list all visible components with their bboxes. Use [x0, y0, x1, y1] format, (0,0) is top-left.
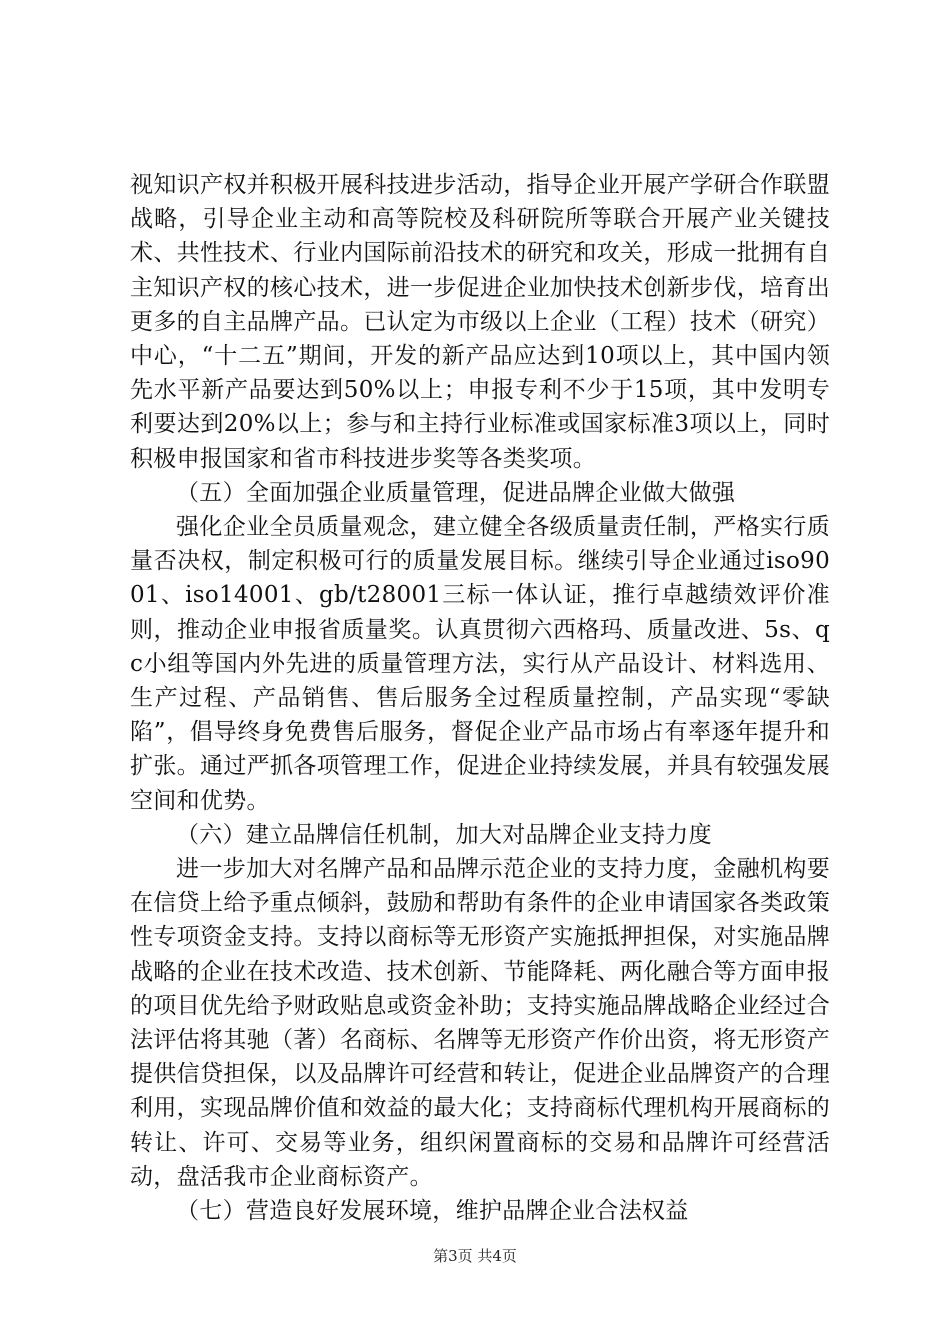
heading-quality-management: （五）全面加强企业质量管理，促进品牌企业做大做强: [176, 479, 736, 506]
paragraph-tech-innovation: 视知识产权并积极开展科技进步活动，指导企业开展产学研合作联盟战略，引导企业主动和高等院校及科研院所等联合开展产业关键技术、共性技术、行业内国际前沿技术的研究和攻关，形成一批拥有自主知识产权的核心技术，进一步促进企业加快技术创新步伐，培育出更多的自主品牌产品。已认定为市级以上企业（工程）技术（研究）中心，“十二五”期间，开发的新产品应达到10项以上，其中国内领先水平新产品要达到50%以上；申报专利不少于15项，其中发明专利要达到20%以上；参与和主持行业标准或国家标准3项以上，同时积极申报国家和省市科技进步奖等各类奖项。: [130, 172, 830, 472]
paragraph-quality-management: 强化企业全员质量观念，建立健全各级质量责任制，严格实行质量否决权，制定积极可行的质量发展目标。继续引导企业通过iso9001、iso14001、gb/t28001三标一体认证，推行卓越绩效评价准则，推动企业申报省质量奖。认真贯彻六西格玛、质量改进、5s、qc小组等国内外先进的质量管理方法，实行从产品设计、材料选用、生产过程、产品销售、售后服务全过程质量控制，产品实现“零缺陷”，倡导终身免费售后服务，督促企业产品市场占有率逐年提升和扩张。通过严抓各项管理工作，促进企业持续发展，并具有较强发展空间和优势。: [130, 514, 830, 814]
document-body: [130, 168, 830, 1228]
heading-brand-trust: （六）建立品牌信任机制，加大对品牌企业支持力度: [176, 821, 712, 848]
paragraph-brand-support: 进一步加大对名牌产品和品牌示范企业的支持力度，金融机构要在信贷上给予重点倾斜，鼓励和帮助有条件的企业申请国家各类政策性专项资金支持。支持以商标等无形资产实施抵押担保，对实施品牌战略的企业在技术改造、技术创新、节能降耗、两化融合等方面申报的项目优先给予财政贴息或资金补助；支持实施品牌战略企业经过合法评估将其驰（著）名商标、名牌等无形资产作价出资，将无形资产提供信贷担保，以及品牌许可经营和转让，促进企业品牌资产的合理利用，实现品牌价值和效益的最大化；支持商标代理机构开展商标的转让、许可、交易等业务，组织闲置商标的交易和品牌许可经营活动，盘活我市企业商标资产。: [130, 856, 830, 1190]
page-footer: 第3页 共4页: [433, 1247, 517, 1265]
heading-development-environment: （七）营造良好发展环境，维护品牌企业合法权益: [176, 1198, 689, 1225]
